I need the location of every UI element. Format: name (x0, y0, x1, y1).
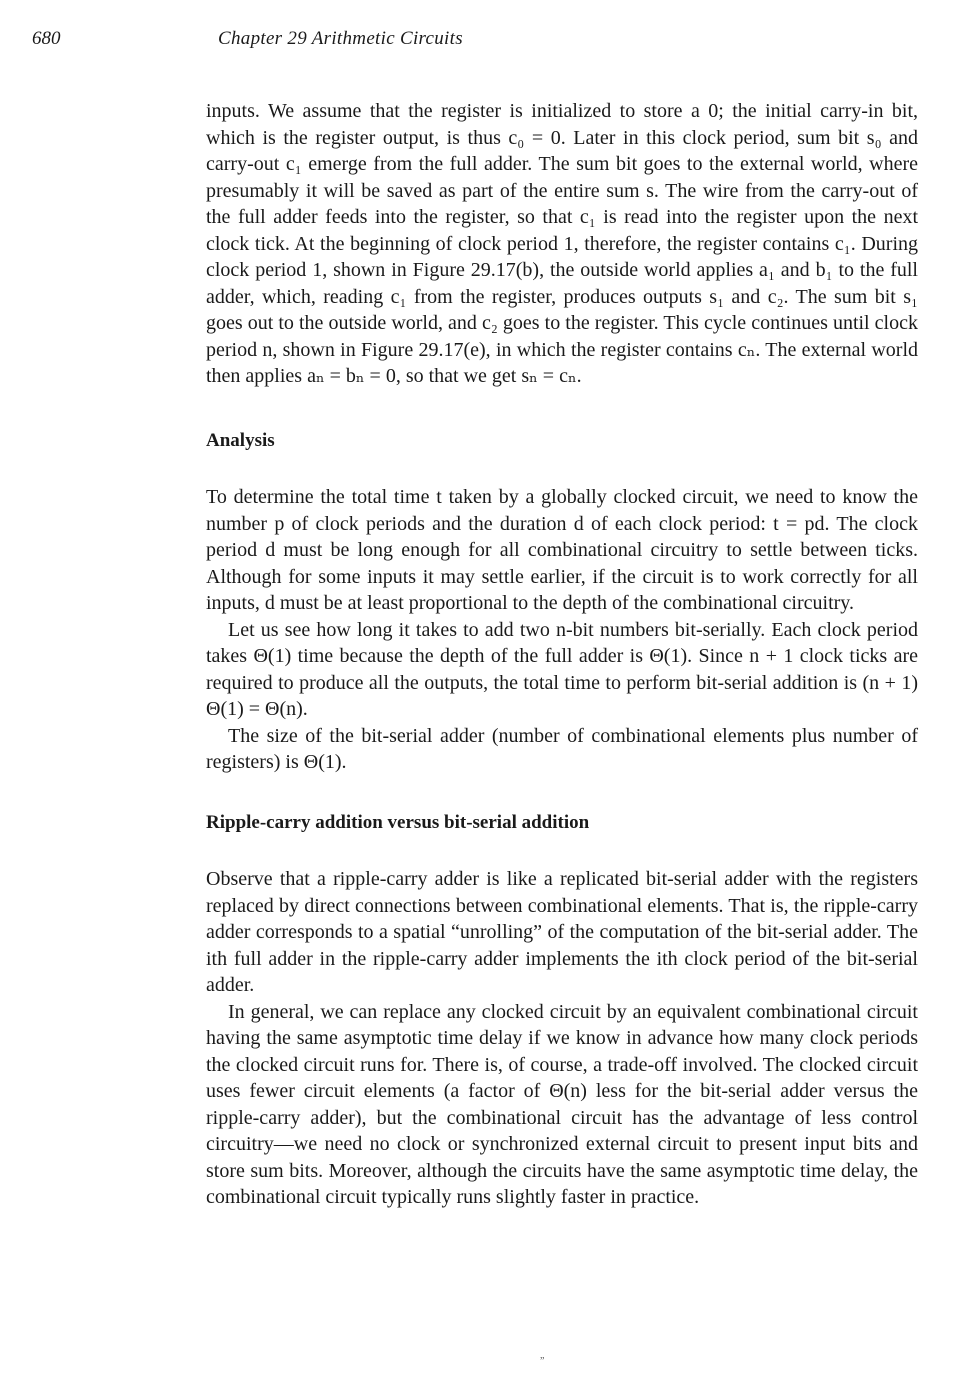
paragraph-tradeoff: In general, we can replace any clocked circuit by an equivalent combinational circuit having the same asymptotic time delay if we know in advance how many clock periods the clocked circuit runs for. There is, of course, a trade-off involved. The clocked circuit uses fewer circuit elements (a factor of Θ(n) less for the bit-serial adder versus the ripple-carry adder), but the combinational circuit has the advantage of less control circuitry—we need no clock or synchronized external circuit to present input bits and store sum bits. Moreover, although the circuits have the same asymptotic time delay, the combinational circuit typically runs slightly faster in practice. (206, 1000, 918, 1208)
paragraph-register-cycle: inputs. We assume that the register is initialized to store a 0; the initial carry-in bit, which is the register output, is thus c₀ = 0. Later in this clock period, sum bit s₀ and carry-out c₁ emerge from the full adder. The sum bit goes to the external world, where presumably it will be saved as part of the entire sum s. The wire from the carry-out of the full adder feeds into the register, so that c₁ is read into the register upon the next clock tick. At the beginning of clock period 1, therefore, the register contains c₁. During clock period 1, shown in Figure 29.17(b), the outside world applies a₁ and b₁ to the full adder, which, reading c₁ from the register, produces outputs s₁ and c₂. The sum bit s₁ goes out to the outside world, and c₂ goes to the register. This cycle continues until clock period n, shown in Figure 29.17(e), in which the register contains cₙ. The external world then applies aₙ = bₙ = 0, so that we get sₙ = cₙ. (206, 100, 918, 387)
page-body (206, 98, 918, 1211)
section-heading-analysis: Analysis (206, 429, 275, 451)
paragraph-unrolling: Observe that a ripple-carry adder is like a replicated bit-serial adder with the registers replaced by direct connections between combinational elements. That is, the ripple-carry adder corresponds to a spatial “unrolling” of the computation of the bit-serial adder. The ith full adder in the ripple-carry adder implements the ith clock period of the bit-serial adder. (206, 868, 918, 996)
page-number: 680 (32, 28, 61, 49)
scan-mark: „ (540, 1350, 545, 1361)
paragraph-bit-serial-time: Let us see how long it takes to add two n-bit numbers bit-serially. Each clock period takes Θ(1) time because the depth of the full adder is Θ(1). Since n + 1 clock ticks are required to produce all the outputs, the total time to perform bit-serial addition is (n + 1) Θ(1) = Θ(n). (206, 618, 918, 720)
paragraph-bit-serial-size: The size of the bit-serial adder (number of combinational elements plus number of registers) is Θ(1). (206, 724, 918, 773)
paragraph-total-time: To determine the total time t taken by a globally clocked circuit, we need to know the number p of clock periods and the duration d of each clock period: t = pd. The clock period d must be long enough for all combinational circuitry to settle between ticks. Although for some inputs it may settle earlier, if the circuit is to work correctly for all inputs, d must be at least proportional to the depth of the combinational circuitry. (206, 486, 918, 614)
section-heading-ripple-vs-serial: Ripple-carry addition versus bit-serial addition (206, 811, 590, 833)
running-head: Chapter 29 Arithmetic Circuits (218, 28, 463, 49)
